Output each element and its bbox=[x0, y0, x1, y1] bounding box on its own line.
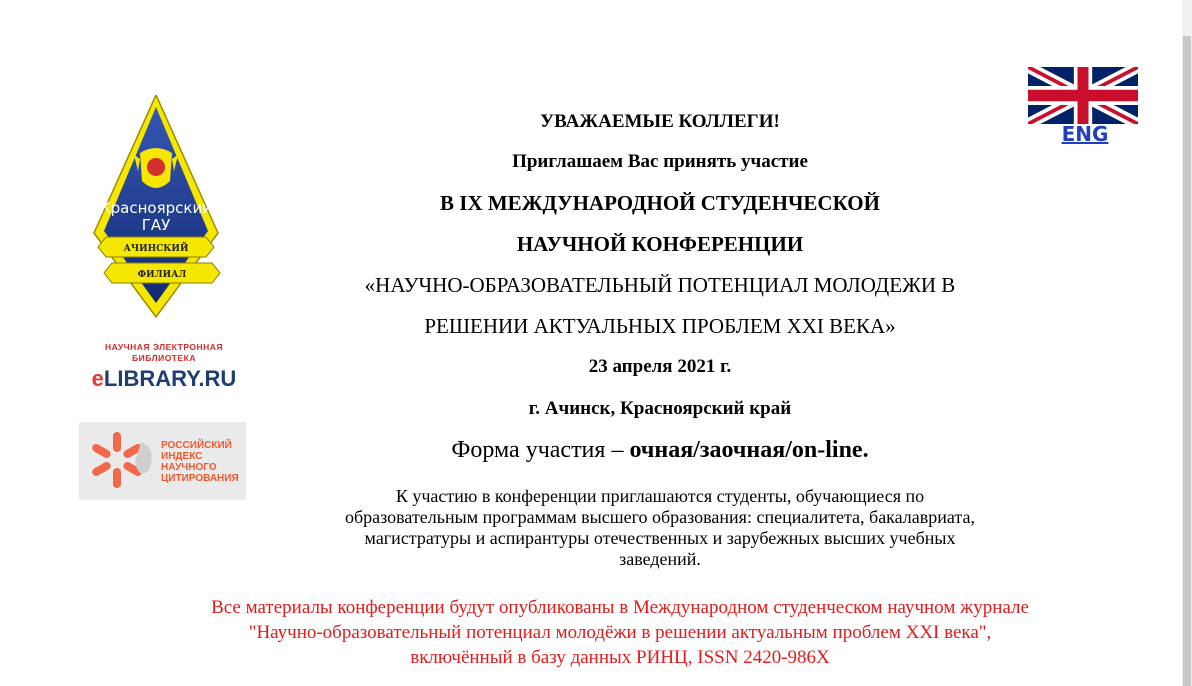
participation-form-value: очная/заочная/on-line. bbox=[629, 437, 869, 463]
greeting-heading: УВАЖАЕМЫЕ КОЛЛЕГИ! bbox=[540, 111, 780, 132]
notice-line: "Научно-образовательный потенциал молодёжи в решении актуальным проблем XXI века", bbox=[248, 622, 992, 643]
intro-line: заведений. bbox=[619, 549, 701, 569]
conference-date: 23 апреля 2021 г. bbox=[588, 356, 732, 377]
scrollbar-thumb[interactable] bbox=[1183, 36, 1191, 686]
conference-title-line1: В IX МЕЖДУНАРОДНОЙ СТУДЕНЧЕСКОЙ bbox=[440, 191, 880, 215]
logo-text-line1: Красноярский bbox=[100, 199, 212, 217]
intro-paragraph bbox=[260, 486, 1060, 570]
vertical-scrollbar[interactable] bbox=[1182, 0, 1192, 686]
conference-theme-line2: РЕШЕНИИ АКТУАЛЬНЫХ ПРОБЛЕМ XXI ВЕКА» bbox=[424, 314, 896, 338]
notice-line: включённый в базу данных РИНЦ, ISSN 2420-986X bbox=[410, 647, 830, 668]
elibrary-brand: eLIBRARY.RU bbox=[91, 366, 237, 391]
elibrary-logo[interactable] bbox=[84, 342, 244, 394]
intro-line: магистратуры и аспирантуры отечественных и зарубежных высших учебных bbox=[364, 528, 956, 548]
conference-theme-line1: «НАУЧНО-ОБРАЗОВАТЕЛЬНЫЙ ПОТЕНЦИАЛ МОЛОДЕЖИ В bbox=[364, 273, 956, 297]
university-logo bbox=[90, 95, 232, 325]
elibrary-caption-2: БИБЛИОТЕКА bbox=[132, 353, 196, 363]
intro-line: К участию в конференции приглашаются студенты, обучающиеся по bbox=[395, 486, 925, 506]
conference-place: г. Ачинск, Красноярский край bbox=[528, 398, 792, 419]
publication-notice bbox=[40, 595, 1192, 670]
invitation-line: Приглашаем Вас принять участие bbox=[512, 151, 808, 172]
notice-line: Все материалы конференции будут опубликованы в Международном студенческом научном журнале bbox=[211, 597, 1029, 618]
logo-ribbon1: АЧИНСКИЙ bbox=[123, 244, 189, 254]
conference-title-line2: НАУЧНОЙ КОНФЕРЕНЦИИ bbox=[516, 232, 804, 256]
english-language-link[interactable]: ENG bbox=[1061, 122, 1109, 146]
elibrary-caption-1: НАУЧНАЯ ЭЛЕКТРОННАЯ bbox=[104, 342, 224, 352]
rinc-text: РОССИЙСКИЙ ИНДЕКС НАУЧНОГО ЦИТИРОВАНИЯ bbox=[161, 440, 239, 484]
logo-ribbon2: ФИЛИАЛ bbox=[137, 270, 187, 280]
intro-line: образовательным программам высшего образования: специалитета, бакалавриата, bbox=[345, 507, 975, 527]
participation-form-label: Форма участия – bbox=[451, 437, 630, 463]
rinc-logo[interactable] bbox=[79, 422, 246, 500]
logo-text-line2: ГАУ bbox=[141, 216, 171, 234]
participation-form bbox=[260, 437, 1060, 464]
rinc-star-icon bbox=[79, 422, 159, 500]
